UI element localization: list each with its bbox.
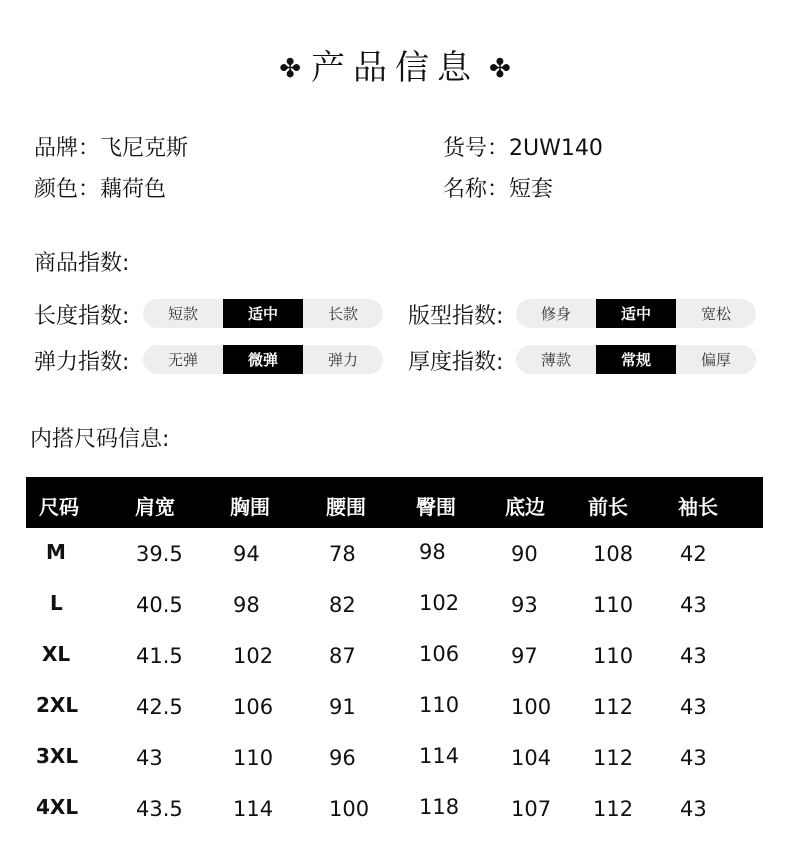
cell-sleeve: 43 — [680, 593, 707, 617]
length-index-label: 长度指数: — [34, 304, 130, 329]
brand-label: 品牌： — [34, 136, 101, 161]
cell-shoulder: 41.5 — [136, 644, 183, 668]
cell-hem: 97 — [511, 644, 538, 668]
name-field — [443, 172, 553, 203]
header-hip: 臀围 — [416, 495, 456, 519]
cell-hip: 106 — [419, 642, 460, 666]
cell-waist: 100 — [329, 797, 370, 821]
title-text: 产品信息 — [311, 48, 479, 88]
cell-hip: 114 — [419, 744, 460, 768]
cell-hip: 98 — [419, 540, 446, 564]
length-option-medium: 适中 — [223, 299, 303, 328]
page-title — [0, 40, 790, 89]
cell-chest: 102 — [233, 644, 274, 668]
name-value: 短套 — [509, 177, 554, 202]
stretch-index-label: 弹力指数: — [34, 350, 130, 375]
header-size: 尺码 — [39, 495, 79, 519]
code-label: 货号： — [443, 136, 510, 161]
cell-chest: 98 — [233, 593, 260, 617]
stretch-index-scale — [143, 345, 383, 374]
stretch-option-slight: 微弹 — [223, 345, 303, 374]
stretch-option-stretchy: 弹力 — [327, 351, 358, 369]
product-index-heading: 商品指数: — [34, 251, 130, 276]
cell-hip: 102 — [419, 591, 460, 615]
color-field — [34, 172, 166, 203]
cell-chest: 106 — [233, 695, 274, 719]
cell-size: 3XL — [36, 744, 79, 768]
cell-sleeve: 43 — [680, 746, 707, 770]
fit-index-scale — [516, 299, 756, 328]
brand-value: 飞尼克斯 — [100, 136, 189, 161]
cell-size: M — [46, 540, 66, 564]
length-option-long: 长款 — [327, 305, 358, 323]
length-option-short: 短款 — [167, 305, 198, 323]
header-waist: 腰围 — [326, 495, 366, 519]
cell-chest: 114 — [233, 797, 274, 821]
fit-option-slim: 修身 — [540, 305, 571, 323]
cell-waist: 87 — [329, 644, 356, 668]
cell-front-length: 110 — [593, 644, 634, 668]
thickness-option-thin: 薄款 — [540, 351, 571, 369]
header-shoulder: 肩宽 — [135, 495, 175, 519]
cell-shoulder: 43.5 — [136, 797, 183, 821]
length-index-scale — [143, 299, 383, 328]
cell-front-length: 110 — [593, 593, 634, 617]
cell-waist: 78 — [329, 542, 356, 566]
cell-front-length: 112 — [593, 746, 634, 770]
thickness-option-thick: 偏厚 — [700, 351, 731, 369]
header-chest: 胸围 — [230, 495, 270, 519]
cell-sleeve: 42 — [680, 542, 707, 566]
size-table-header — [26, 477, 763, 528]
cell-front-length: 108 — [593, 542, 634, 566]
cell-sleeve: 43 — [680, 695, 707, 719]
cell-size: 4XL — [36, 795, 79, 819]
name-label: 名称： — [443, 177, 510, 202]
cell-hem: 90 — [511, 542, 538, 566]
cell-waist: 91 — [329, 695, 356, 719]
cell-waist: 96 — [329, 746, 356, 770]
header-front-length: 前长 — [588, 495, 628, 519]
brand-field — [34, 131, 188, 162]
cell-sleeve: 43 — [680, 644, 707, 668]
table-row — [26, 681, 763, 732]
table-row — [26, 732, 763, 783]
cell-shoulder: 40.5 — [136, 593, 183, 617]
cell-shoulder: 39.5 — [136, 542, 183, 566]
cell-chest: 110 — [233, 746, 274, 770]
cell-front-length: 112 — [593, 695, 634, 719]
cell-size: 2XL — [36, 693, 79, 717]
table-row — [26, 630, 763, 681]
color-value: 藕荷色 — [100, 177, 167, 202]
header-sleeve: 袖长 — [678, 495, 718, 519]
cell-hem: 107 — [511, 797, 552, 821]
ornament-right-icon: ✤ — [489, 54, 511, 84]
ornament-left-icon: ✤ — [279, 54, 301, 84]
cell-shoulder: 42.5 — [136, 695, 183, 719]
thickness-index-scale — [516, 345, 756, 374]
cell-hem: 93 — [511, 593, 538, 617]
cell-front-length: 112 — [593, 797, 634, 821]
table-row — [26, 783, 763, 834]
thickness-option-regular: 常规 — [596, 345, 676, 374]
fit-index-label: 版型指数: — [408, 304, 504, 329]
cell-waist: 82 — [329, 593, 356, 617]
cell-sleeve: 43 — [680, 797, 707, 821]
fit-option-loose: 宽松 — [700, 305, 731, 323]
cell-chest: 94 — [233, 542, 260, 566]
stretch-option-none: 无弹 — [167, 351, 198, 369]
table-row — [26, 528, 763, 579]
code-field — [443, 131, 603, 162]
cell-size: XL — [42, 642, 71, 666]
code-value: 2UW140 — [509, 136, 603, 161]
cell-hip: 110 — [419, 693, 460, 717]
cell-hip: 118 — [419, 795, 460, 819]
table-row — [26, 579, 763, 630]
cell-shoulder: 43 — [136, 746, 163, 770]
fit-option-regular: 适中 — [596, 299, 676, 328]
cell-hem: 104 — [511, 746, 552, 770]
cell-size: L — [50, 591, 63, 615]
thickness-index-label: 厚度指数: — [408, 350, 504, 375]
color-label: 颜色： — [34, 177, 101, 202]
size-info-heading: 内搭尺码信息: — [30, 427, 170, 452]
cell-hem: 100 — [511, 695, 552, 719]
header-hem: 底边 — [505, 495, 545, 519]
